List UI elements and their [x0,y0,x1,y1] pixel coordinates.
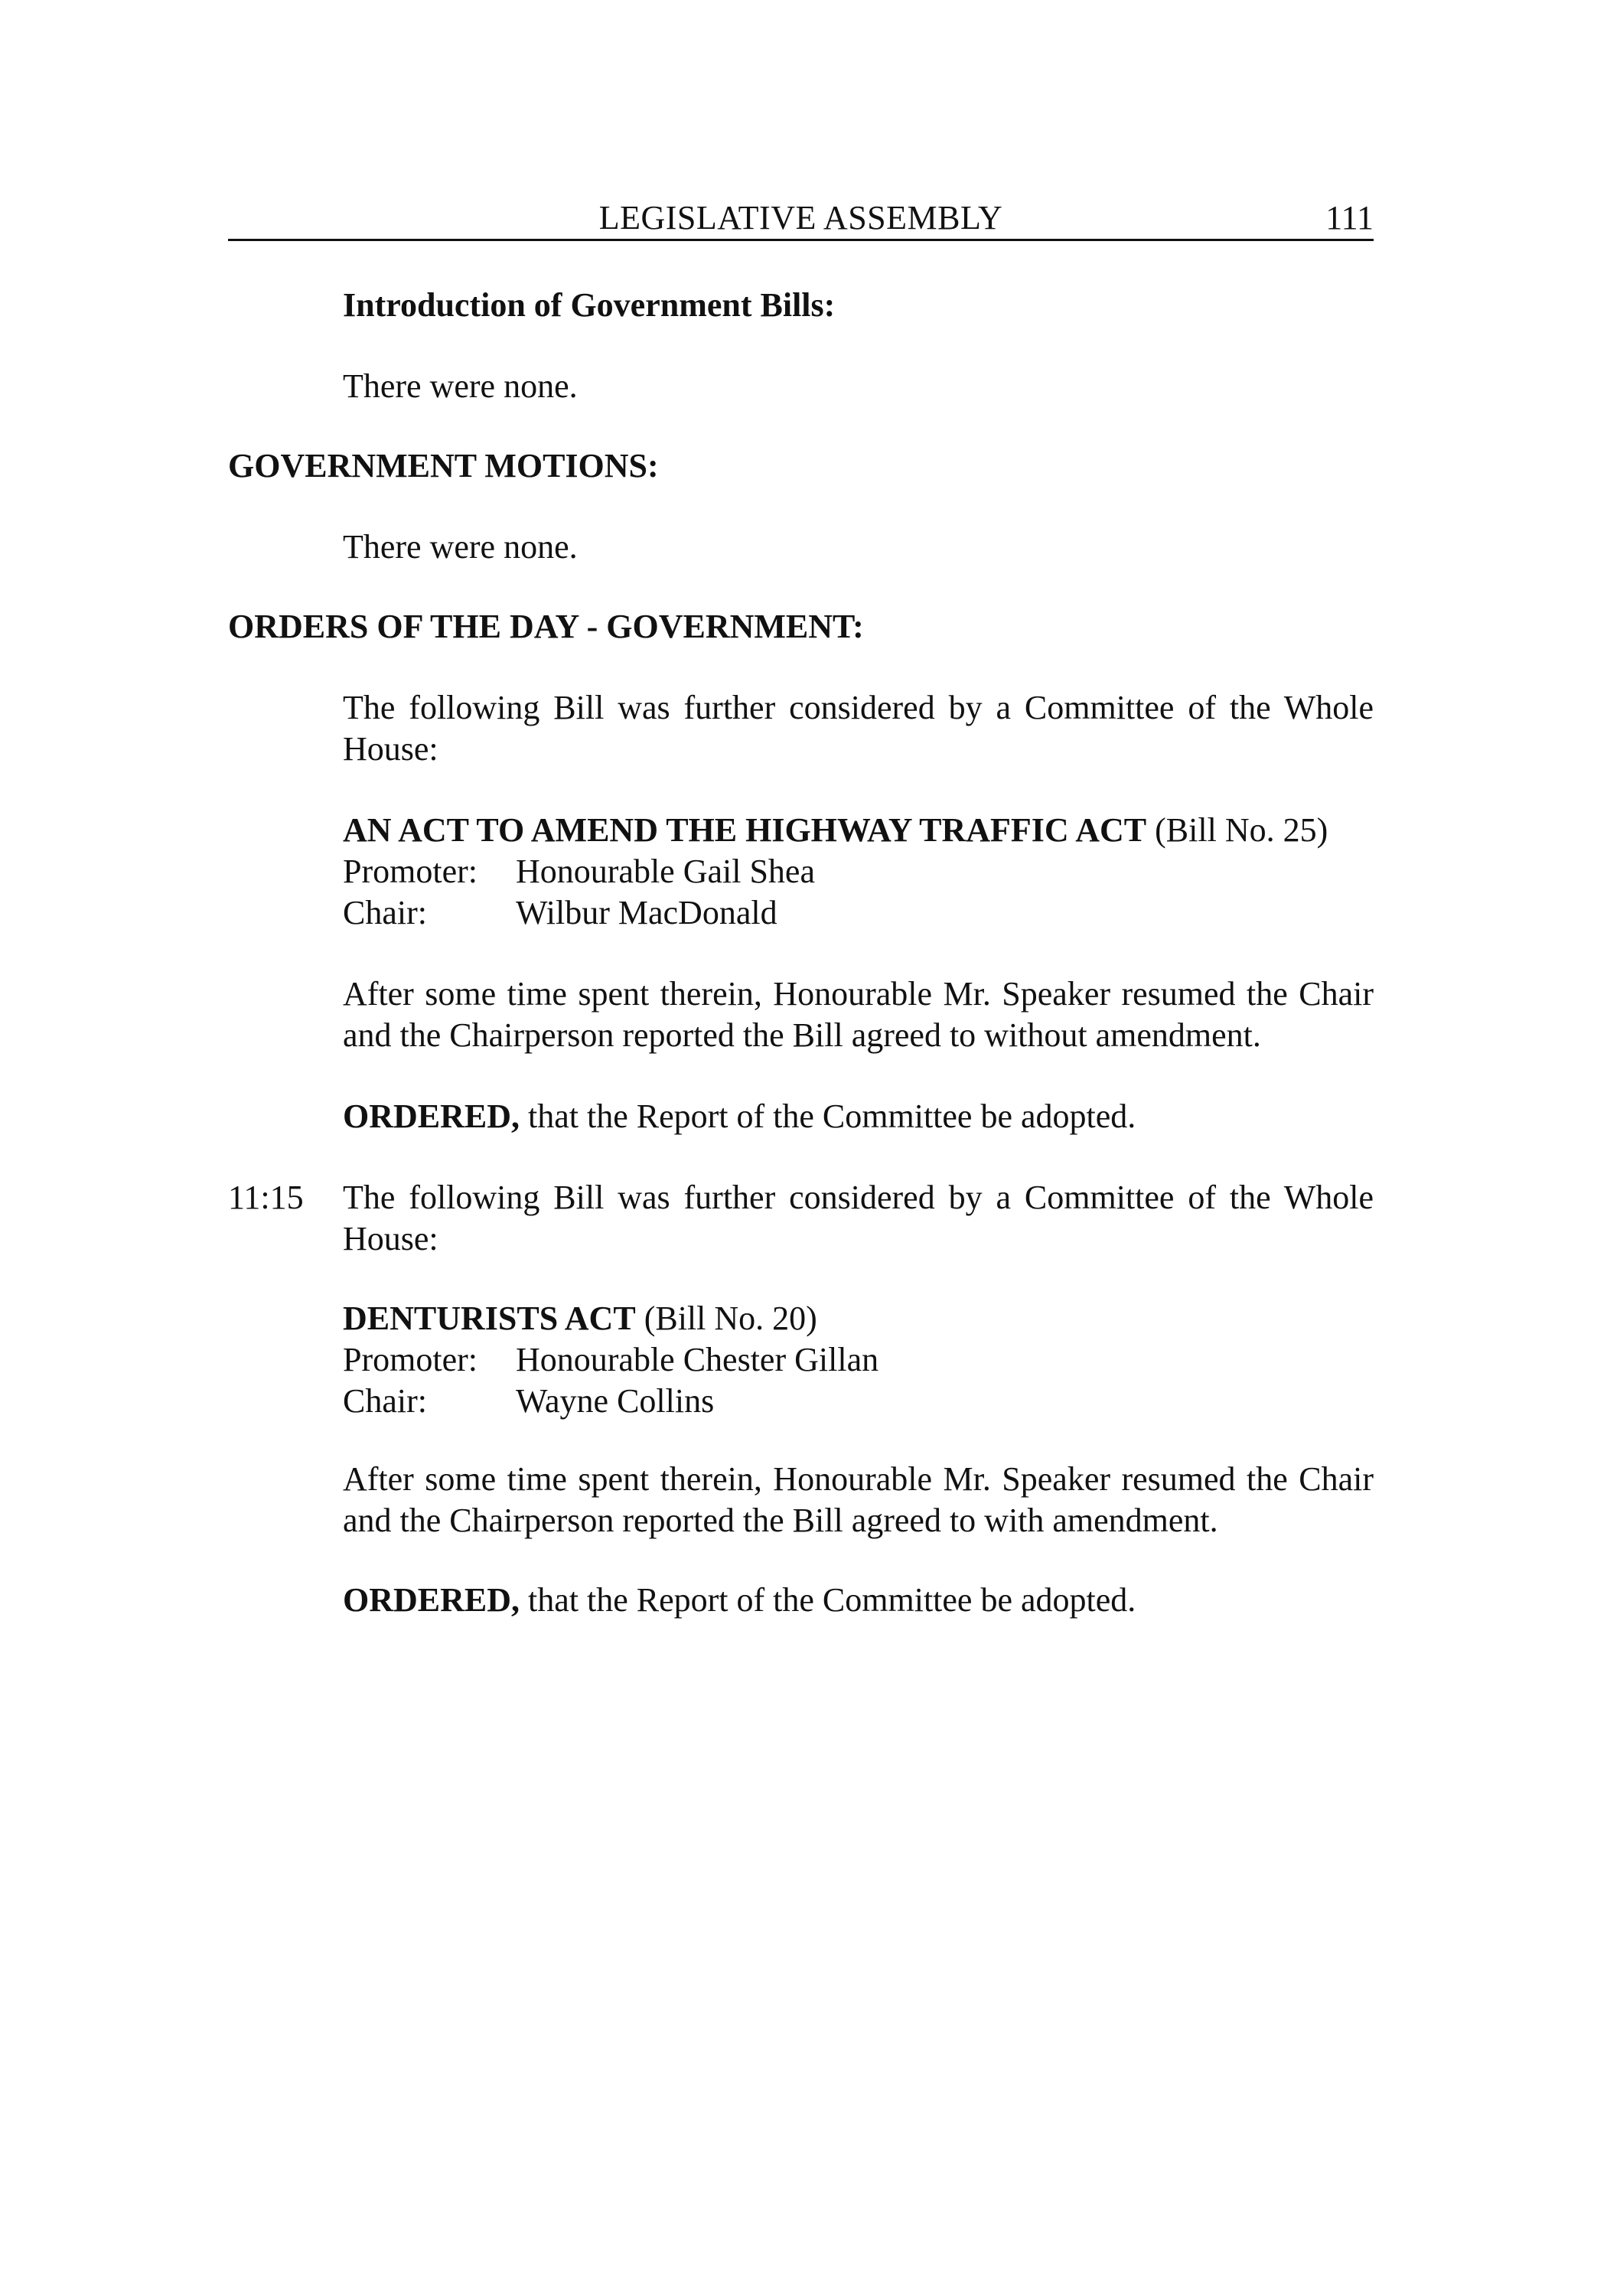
bill1-intro-line2: House: [343,730,438,768]
header-title: LEGISLATIVE ASSEMBLY [598,199,1003,236]
ordered-text: that the Report of the Committee be adopted. [528,1097,1136,1135]
bill2-report-line2: and the Chairperson reported the Bill agreed to with amendment. [343,1502,1218,1539]
promoter-label: Promoter: [343,1341,478,1378]
bill2-details [343,1339,1108,1422]
page-header [228,193,1374,241]
bill2-report [343,1459,1374,1541]
gov-motions-body: There were none. [343,528,578,566]
bill1-ordered [343,1096,1136,1137]
chair-label: Chair: [343,894,427,931]
promoter-label: Promoter: [343,853,478,890]
bill1-report-line1: After some time spent therein, Honourable Mr. Speaker resumed the Chair [343,975,1374,1013]
bill2-intro [343,1177,1374,1260]
bill1-number: (Bill No. 25) [1155,811,1328,849]
intro-bills-heading: Introduction of Government Bills: [343,286,836,324]
bill1-intro [343,687,1374,770]
bill1-chair-row [343,892,1108,934]
promoter-name: Honourable Chester Gillan [516,1341,879,1378]
ordered-label: ORDERED, [343,1097,520,1135]
bill1-report [343,974,1374,1056]
bill2-title: DENTURISTS ACT [343,1300,636,1337]
bill2-intro-line2: House: [343,1220,438,1257]
orders-heading: ORDERS OF THE DAY - GOVERNMENT: [228,608,864,645]
bill2-chair-row [343,1381,1108,1422]
bill2-promoter-row [343,1339,1108,1381]
bill2-title-line [343,1298,817,1339]
page-number: 111 [1325,199,1374,236]
bill1-title-line [343,810,1328,851]
chair-name: Wayne Collins [516,1382,715,1420]
bill1-intro-line1: The following Bill was further considered by a Committee of the Whole [343,689,1374,726]
intro-bills-body: There were none. [343,367,578,405]
bill2-report-line1: After some time spent therein, Honourable Mr. Speaker resumed the Chair [343,1460,1374,1498]
bill2-number: (Bill No. 20) [644,1300,817,1337]
promoter-name: Honourable Gail Shea [516,853,815,890]
bill1-details [343,851,1108,934]
ordered-text: that the Report of the Committee be adopted. [528,1581,1136,1619]
chair-name: Wilbur MacDonald [516,894,777,931]
time-stamp: 11:15 [228,1179,304,1216]
bill2-ordered [343,1580,1136,1621]
bill1-promoter-row [343,851,1108,892]
bill1-report-line2: and the Chairperson reported the Bill agreed to without amendment. [343,1016,1261,1054]
bill1-title: AN ACT TO AMEND THE HIGHWAY TRAFFIC ACT [343,811,1147,849]
gov-motions-heading: GOVERNMENT MOTIONS: [228,447,659,484]
ordered-label: ORDERED, [343,1581,520,1619]
bill2-intro-line1: The following Bill was further considered by a Committee of the Whole [343,1179,1374,1216]
chair-label: Chair: [343,1382,427,1420]
